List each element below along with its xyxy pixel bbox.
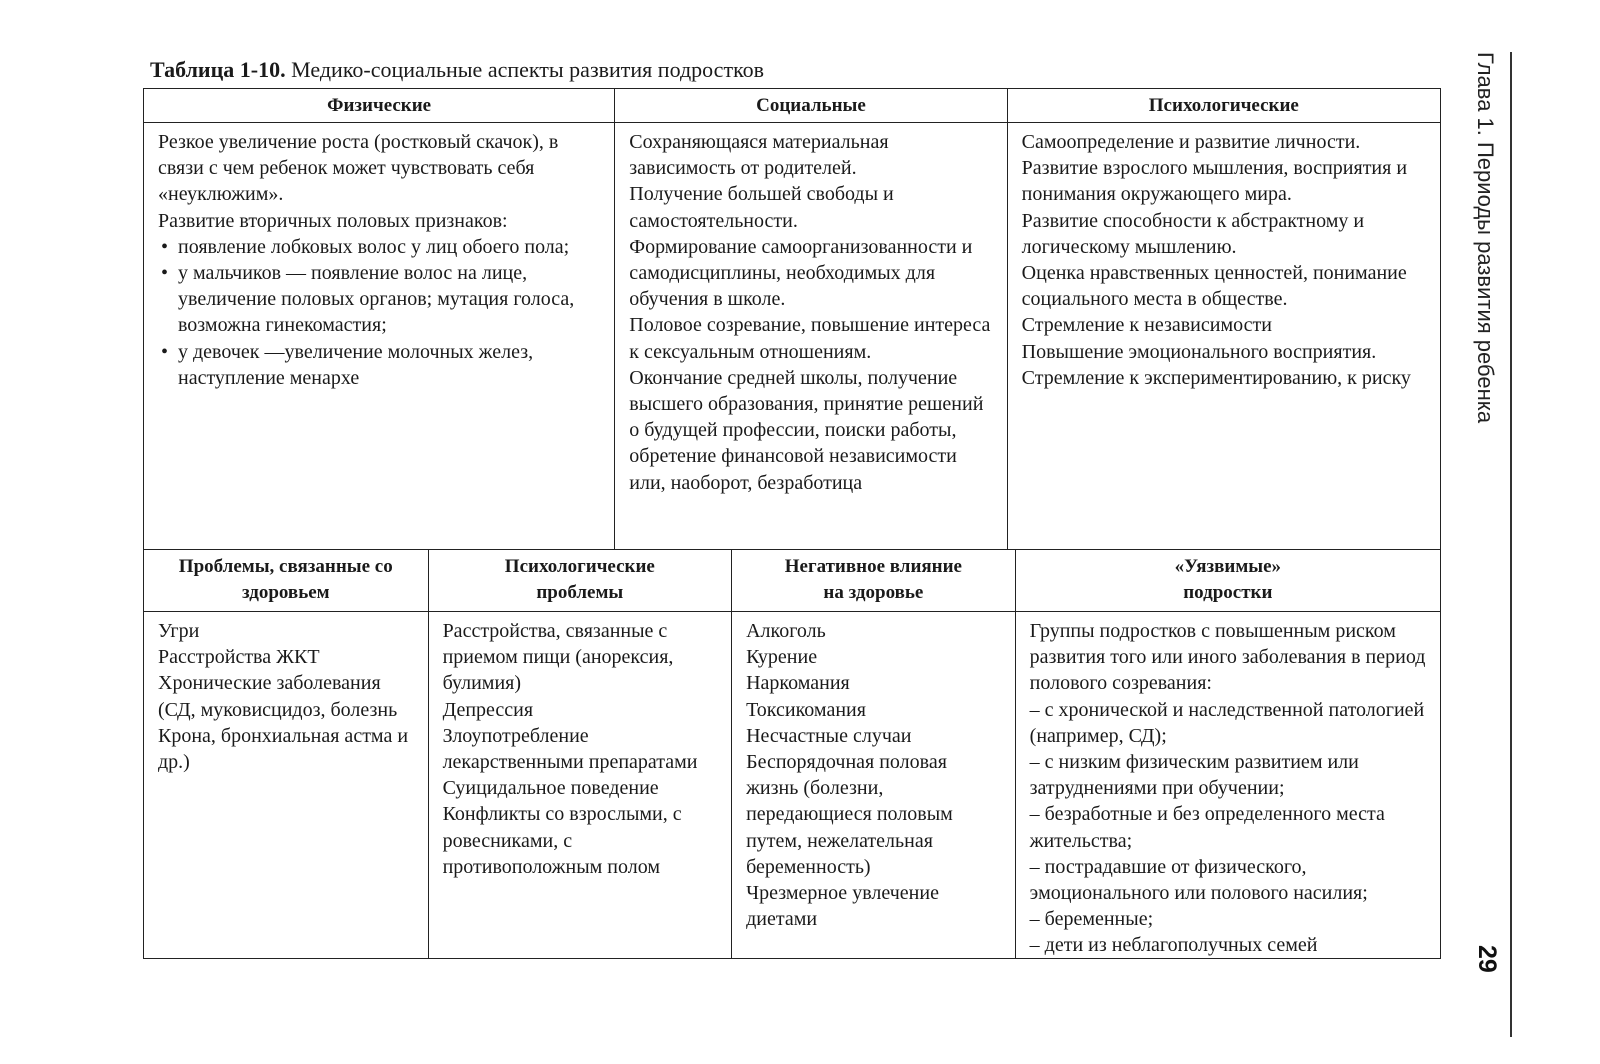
header-line: проблемы xyxy=(536,582,624,603)
list-item: Суицидальное поведение xyxy=(442,777,659,800)
header-line: Проблемы, связанные со xyxy=(178,556,393,577)
list-item: Формирование самоорганизованности и самодисциплины, необходимых для обучения в школе. xyxy=(629,235,973,311)
list-item: Курение xyxy=(746,646,818,669)
list-item: – беременные; xyxy=(1029,908,1154,931)
header-line: Психологические xyxy=(504,556,655,577)
list-item: • появление лобковых волос у лиц обоего пола; xyxy=(158,234,600,260)
list-item: Конфликты со взрослыми, с ровесниками, с противоположным полом xyxy=(442,803,682,878)
bottom-body-row xyxy=(144,612,1440,958)
physical-bullet-list xyxy=(158,234,600,391)
list-item: Расстройства ЖКТ xyxy=(158,646,320,669)
list-item: Несчастные случаи xyxy=(746,724,912,747)
header-social: Социальные xyxy=(615,89,1007,122)
list-item: Стремление к независимости xyxy=(1021,314,1272,337)
list-item: Развитие способности к абстрактному и логическому мышлению. xyxy=(1021,209,1365,258)
list-item: Половое созревание, повышение интереса к сексуальным отношениям. xyxy=(629,314,991,363)
social-cell xyxy=(615,123,1007,550)
list-item: Угри xyxy=(158,620,200,642)
list-item: Алкоголь xyxy=(746,620,826,642)
list-item: Токсикомания xyxy=(746,698,866,721)
list-item: Злоупотребление лекарственными препаратами xyxy=(442,724,698,774)
list-item: • у мальчиков — появление волос на лице, увеличение половых органов; мутация голоса, возможна гинекомастия; xyxy=(158,260,600,339)
list-item: Расстройства, связанные с приемом пищи (анорексия, булимия) xyxy=(442,620,674,695)
list-item: Группы подростков с повышенным риском развития того или иного заболевания в период полового созревания: xyxy=(1029,620,1426,695)
list-item: Сохраняющаяся материальная зависимость от родителей. xyxy=(629,131,889,180)
list-item: Самоопределение и развитие личности. xyxy=(1021,131,1361,153)
header-psychological: Психологические xyxy=(1148,95,1299,116)
list-item: – с низким физическим развитием или затруднениями при обучении; xyxy=(1029,751,1359,800)
list-item: – с хронической и наследственной патологией (например, СД); xyxy=(1029,698,1425,747)
list-item: Чрезмерное увлечение диетами xyxy=(746,882,939,931)
header-psych-problems xyxy=(429,550,733,611)
negative-influence-cell xyxy=(732,612,1016,958)
sidebar-divider xyxy=(1510,52,1512,1037)
list-item: Беспорядочная половая жизнь (болезни, передающиеся половым путем, нежелательная беременность) xyxy=(746,751,953,878)
top-header-row xyxy=(144,89,1440,123)
list-item: – дети из неблагополучных семей xyxy=(1029,934,1318,957)
header-line: на здоровье xyxy=(823,582,924,603)
header-line: Негативное влияние xyxy=(784,556,962,577)
bottom-header-row xyxy=(144,550,1440,612)
vulnerable-cell xyxy=(1016,612,1440,958)
header-line: подростки xyxy=(1183,582,1273,603)
table-top-section xyxy=(143,88,1441,550)
table-caption xyxy=(150,56,764,84)
list-item: – пострадавшие от физического, эмоционального или полового насилия; xyxy=(1029,855,1368,905)
list-item: • у девочек —увеличение молочных желез, наступление менархе xyxy=(158,339,600,391)
psychological-cell xyxy=(1008,123,1440,550)
health-problems-cell xyxy=(144,612,429,958)
list-item: Стремление к экспериментированию, к риску xyxy=(1021,366,1411,389)
psych-problems-cell xyxy=(429,612,733,958)
physical-lead: Развитие вторичных половых признаков: xyxy=(158,209,508,232)
list-item: Получение большей свободы и самостоятельности. xyxy=(629,183,894,232)
list-item: Повышение эмоционального восприятия. xyxy=(1021,340,1377,363)
header-vulnerable xyxy=(1016,550,1440,611)
header-health-problems xyxy=(144,550,429,611)
header-physical: Физические xyxy=(144,89,615,122)
page-sidebar xyxy=(1470,52,1520,973)
list-item: – безработные и без определенного места жительства; xyxy=(1029,803,1385,852)
top-body-row xyxy=(144,123,1440,550)
header-line: «Уязвимые» xyxy=(1174,556,1282,577)
list-item: Наркомания xyxy=(746,672,850,695)
header-negative-influence xyxy=(732,550,1016,611)
list-item: Депрессия xyxy=(442,698,534,721)
table-number: Таблица 1-10. xyxy=(150,57,286,82)
chapter-title: Глава 1. Периоды развития ребенка xyxy=(1473,52,1498,424)
list-item: Развитие взрослого мышления, восприятия и понимания окружающего мира. xyxy=(1021,157,1408,206)
table-title: Медико-социальные аспекты развития подростков xyxy=(291,57,765,82)
header-line: здоровьем xyxy=(241,582,330,603)
page-number: 29 xyxy=(1473,945,1501,973)
list-item: Хронические заболевания (СД, муковисцидоз, болезнь Крона, бронхиальная астма и др.) xyxy=(158,672,409,774)
physical-intro: Резкое увеличение роста (ростковый скачок), в связи с чем ребенок может чувствовать себя «неуклюжим». xyxy=(158,131,559,206)
physical-cell xyxy=(144,123,615,550)
list-item: Окончание средней школы, получение высшего образования, принятие решений о будущей профессии, поиски работы, обретение финансовой независимости или, наоборот, безработица xyxy=(629,366,984,494)
list-item: Оценка нравственных ценностей, понимание социального места в обществе. xyxy=(1021,262,1407,311)
table-bottom-section xyxy=(143,550,1441,959)
